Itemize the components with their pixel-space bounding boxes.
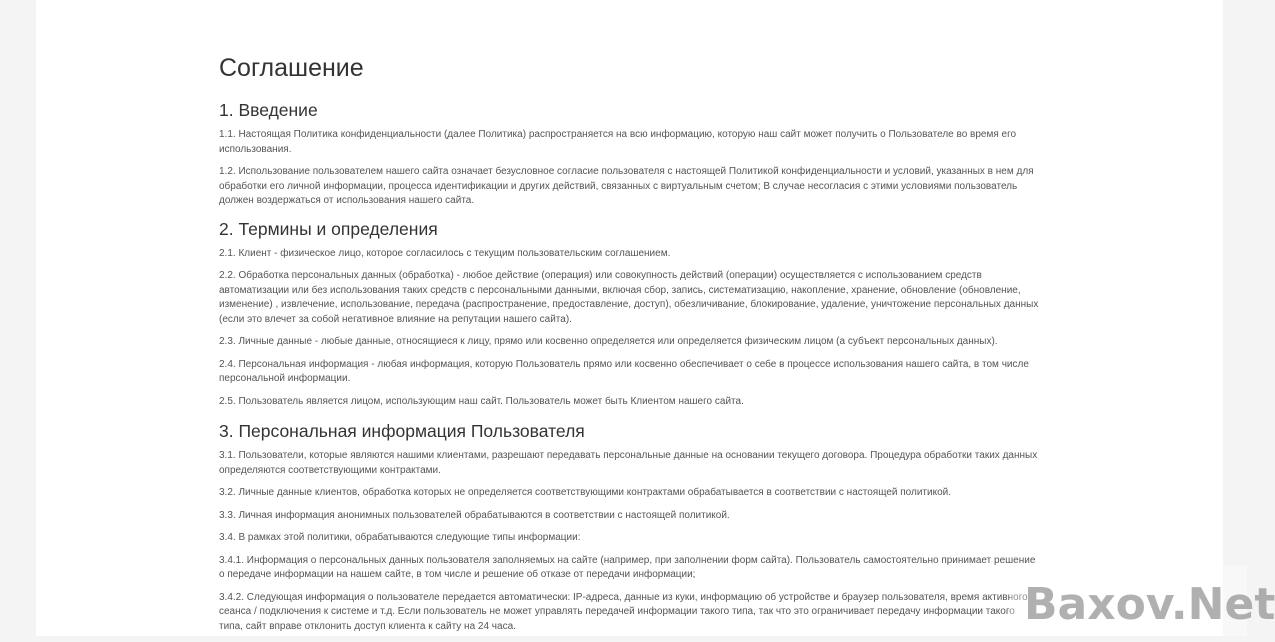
document-page [36, 0, 1223, 636]
paragraph-3-1: 3.1. Пользователи, которые являются нашими клиентами, разрешают передавать персональные данные на основании текущего договора. Процедура обработки таких данных определяются соответствующими контрактами. [219, 450, 1038, 476]
agreement-body [219, 98, 1039, 642]
paragraph-2-5: 2.5. Пользователь является лицом, использующим наш сайт. Пользователь может быть Клиентом нашего сайта. [219, 395, 744, 407]
paragraph-3-4: 3.4. В рамках этой политики, обрабатываются следующие типы информации: [219, 532, 581, 543]
paragraph-3-2: 3.2. Личные данные клиентов, обработка которых не определяется соответствующими контрактами обрабатывается в соответствии с настоящей политикой. [219, 487, 952, 498]
paragraph-1-1: 1.1. Настоящая Политика конфиденциальности (далее Политика) распространяется на всю информацию, которую наш сайт может получить о Пользователе во время его использования. [219, 129, 1017, 155]
paragraph-3-4-2: 3.4.2. Следующая информация о пользователе передается автоматически: IP-адреса, данные из куки, информацию об устройстве и браузер пользователя, время активного сеанса / подключения к системе и т.д. Если пользователь не может управлять передачей информации такого типа, так что это ограничивает передачу информации такого типа, сайт вправе отклонить доступ клиента к сайту на 24 часа. [219, 591, 1028, 632]
paragraph-2-1: 2.1. Клиент - физическое лицо, которое согласилось с текущим пользовательским соглашением. [219, 247, 671, 259]
paragraph-3-4-1: 3.4.1. Информация о персональных данных пользователя заполняемых на сайте (например, при заполнении форм сайта). Пользователь самостоятельно принимает решение о передаче информации на нашем сайте, в том числе и решение об отказе от передачи информации; [219, 554, 1036, 580]
paragraph-1-2: 1.2. Использование пользователем нашего сайта означает безусловное согласие пользователя с настоящей Политикой конфиденциальности и условий, указанных в нем для обработки его личной информации, процесса идентификации и других действий, связанных с виртуальным счетом; В случае несогласия с этими условиями пользователь должен воздержаться от использования нашего сайта. [219, 166, 1034, 206]
watermark-logo: Baxov.Net [1024, 579, 1275, 630]
paragraph-2-2: 2.2. Обработка персональных данных (обработка) - любое действие (операция) или совокупность действий (операции) осуществляется с использованием средств автоматизации или без использования таких средств с персональными данными, включая сбор, запись, систематизацию, накопление, хранение, обновление (обновление, изменение) , извлечение, использование, передача (распространение, предоставление, доступ), обезличивание, блокирование, удаление, уничтожение персональных данных (если это влечет за собой негативное влияние на репутации нашего сайта). [219, 270, 1039, 325]
page-title: Соглашение [219, 54, 364, 82]
section-heading-personal-info: 3. Персональная информация Пользователя [219, 421, 585, 441]
paragraph-2-4: 2.4. Персональная информация - любая информация, которую Пользователь прямо или косвенно обеспечивает о себе в процессе использования нашего сайта, в том числе персональной информации. [219, 358, 1029, 384]
section-heading-terms: 2. Термины и определения [219, 218, 438, 239]
paragraph-3-3: 3.3. Личная информация анонимных пользователей обрабатываются в соответствии с настоящей политикой. [219, 509, 730, 521]
paragraph-2-3: 2.3. Личные данные - любые данные, относящиеся к лицу, прямо или косвенно определяется или определяется физическим лицом (а субъект персональных данных). [219, 336, 998, 347]
section-heading-introduction: 1. Введение [219, 100, 318, 120]
